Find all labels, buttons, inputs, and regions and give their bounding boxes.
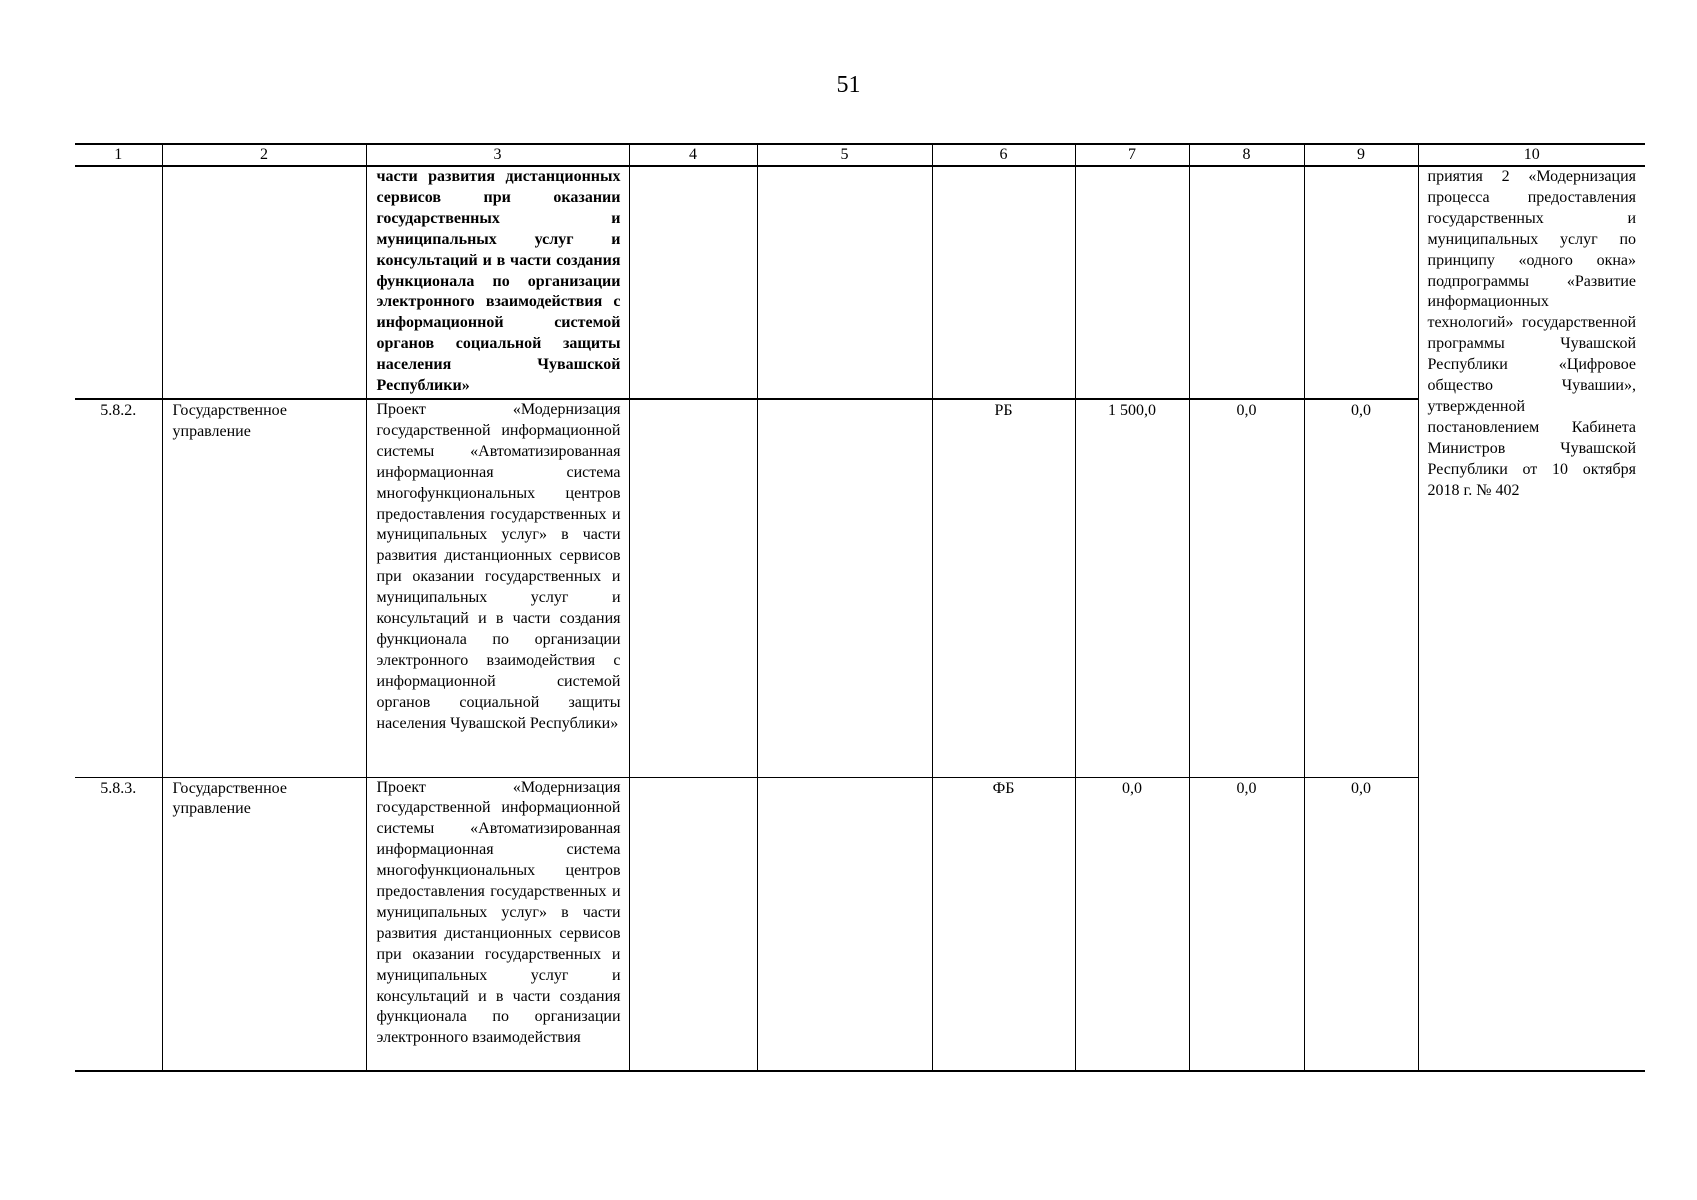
cell-col4 bbox=[629, 166, 757, 399]
cell-project: Проект «Модернизация государственной информационной системы «Автоматизированная информационная система многофункциональных центров предоставления государственных и муниципальных услуг» в части развития дистанционных сервисов при оказании государственных и муниципальных услуг и консультаций и в части создания функционала по организации электронного взаимодействия с информационной системой органов социальной защиты населения Чувашской Республики» bbox=[366, 399, 629, 777]
column-header-10: 10 bbox=[1418, 144, 1645, 166]
column-header-6: 6 bbox=[932, 144, 1075, 166]
document-table bbox=[75, 143, 1645, 1072]
cell-value-7 bbox=[1075, 166, 1189, 399]
cell-col4 bbox=[629, 399, 757, 777]
cell-number bbox=[75, 166, 162, 399]
column-header-2: 2 bbox=[162, 144, 366, 166]
column-header-3: 3 bbox=[366, 144, 629, 166]
table-row bbox=[75, 777, 1645, 1071]
cell-area: Государственное управление bbox=[162, 399, 366, 777]
cell-project-continuation: части развития дистанционных сервисов при оказании государственных и муниципальных услуг и консультаций и в части создания функционала по организации электронного взаимодействия с информационной системой органов социальной защиты населения Чувашской Республики» bbox=[366, 166, 629, 399]
cell-legal-basis: приятия 2 «Модернизация процесса предоставления государственных и муниципальных услуг по принципу «одного окна» подпрограммы «Развитие информационных технологий» государственной программы Чувашской Республики «Цифровое общество Чувашии», утвержденной постановлением Кабинета Министров Чувашской Республики от 10 октября 2018 г. № 402 bbox=[1418, 166, 1645, 1071]
cell-project: Проект «Модернизация государственной информационной системы «Автоматизированная информационная система многофункциональных центров предоставления государственных и муниципальных услуг» в части развития дистанционных сервисов при оказании государственных и муниципальных услуг и консультаций и в части создания функционала по организации электронного взаимодействия bbox=[366, 777, 629, 1071]
cell-value-9 bbox=[1304, 166, 1418, 399]
table-row bbox=[75, 399, 1645, 777]
column-header-4: 4 bbox=[629, 144, 757, 166]
cell-area bbox=[162, 166, 366, 399]
cell-area: Государственное управление bbox=[162, 777, 366, 1071]
cell-value-8: 0,0 bbox=[1189, 777, 1304, 1071]
cell-value-9: 0,0 bbox=[1304, 777, 1418, 1071]
cell-source bbox=[932, 166, 1075, 399]
cell-number: 5.8.2. bbox=[75, 399, 162, 777]
cell-value-7: 0,0 bbox=[1075, 777, 1189, 1071]
cell-value-8 bbox=[1189, 166, 1304, 399]
cell-source: РБ bbox=[932, 399, 1075, 777]
cell-value-9: 0,0 bbox=[1304, 399, 1418, 777]
table-row-continuation bbox=[75, 166, 1645, 399]
cell-value-7: 1 500,0 bbox=[1075, 399, 1189, 777]
column-header-9: 9 bbox=[1304, 144, 1418, 166]
cell-col4 bbox=[629, 777, 757, 1071]
header-row bbox=[75, 144, 1645, 166]
column-header-8: 8 bbox=[1189, 144, 1304, 166]
cell-number: 5.8.3. bbox=[75, 777, 162, 1071]
cell-col5 bbox=[757, 399, 932, 777]
cell-source: ФБ bbox=[932, 777, 1075, 1071]
column-header-7: 7 bbox=[1075, 144, 1189, 166]
column-header-5: 5 bbox=[757, 144, 932, 166]
cell-col5 bbox=[757, 777, 932, 1071]
column-header-1: 1 bbox=[75, 144, 162, 166]
table-header bbox=[75, 144, 1645, 166]
page-number: 51 bbox=[836, 72, 861, 98]
cell-col5 bbox=[757, 166, 932, 399]
cell-value-8: 0,0 bbox=[1189, 399, 1304, 777]
